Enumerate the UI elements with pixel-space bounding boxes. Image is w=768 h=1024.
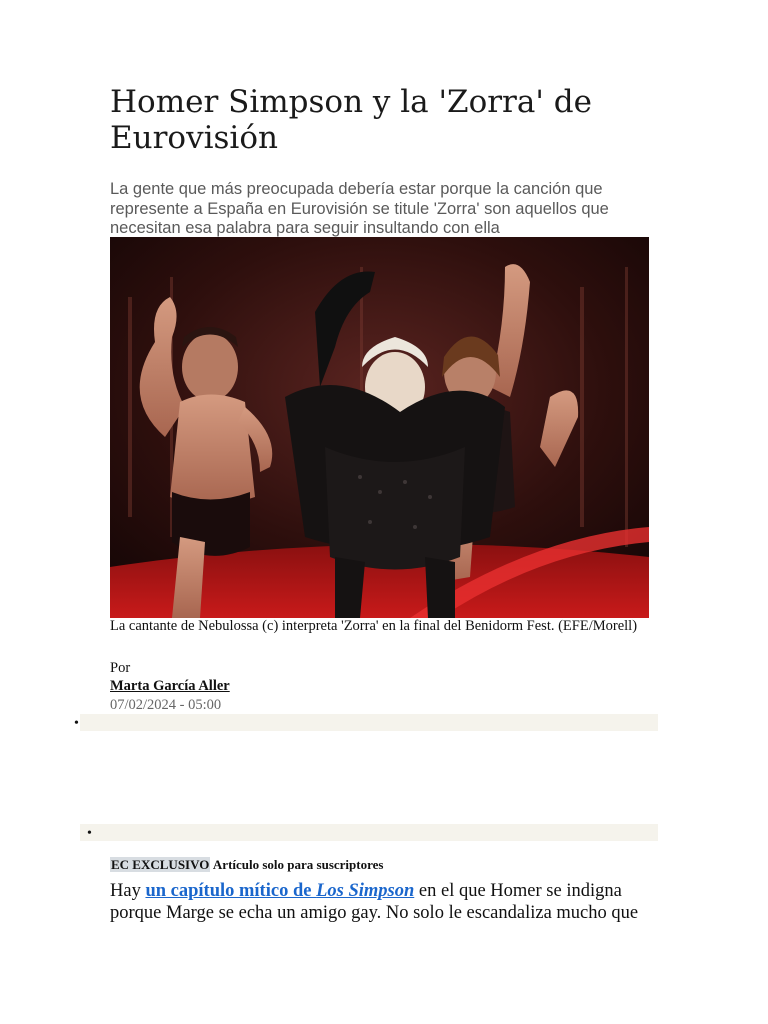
list-bullet: • (87, 826, 92, 841)
author-link[interactable]: Marta García Aller (110, 678, 230, 694)
share-bar-bottom (80, 824, 658, 841)
exclusive-badge: EC EXCLUSIVO (111, 857, 210, 872)
exclusive-text: Artículo solo para suscriptores (212, 857, 384, 872)
article-body-paragraph (110, 880, 658, 924)
list-bullet: • (74, 716, 79, 731)
exclusive-label (110, 857, 383, 873)
article-photo (110, 237, 649, 618)
publish-date: 07/02/2024 - 05:00 (110, 697, 222, 713)
body-rest: en el que Homer se indigna porque Marge se echa un amigo gay. No solo le escandaliza mucho que (110, 881, 639, 923)
body-intro: Hay (110, 881, 146, 901)
link-text: un capítulo mítico de (145, 881, 317, 901)
article-title: Homer Simpson y la 'Zorra' de Eurovisión (110, 84, 592, 156)
share-bar-top (80, 714, 658, 731)
simpsons-episode-link[interactable] (145, 881, 414, 901)
byline-prefix: Por (110, 660, 131, 676)
image-caption: La cantante de Nebulossa (c) interpreta 'Zorra' en la final del Benidorm Fest. (EFE/Morell) (110, 618, 638, 634)
link-italic-text: Los Simpson (316, 881, 415, 901)
article-subtitle: La gente que más preocupada debería estar porque la canción que represente a España en Eurovisión se titule 'Zorra' son aquellos que necesitan esa palabra para seguir insultando con ella (110, 180, 609, 237)
